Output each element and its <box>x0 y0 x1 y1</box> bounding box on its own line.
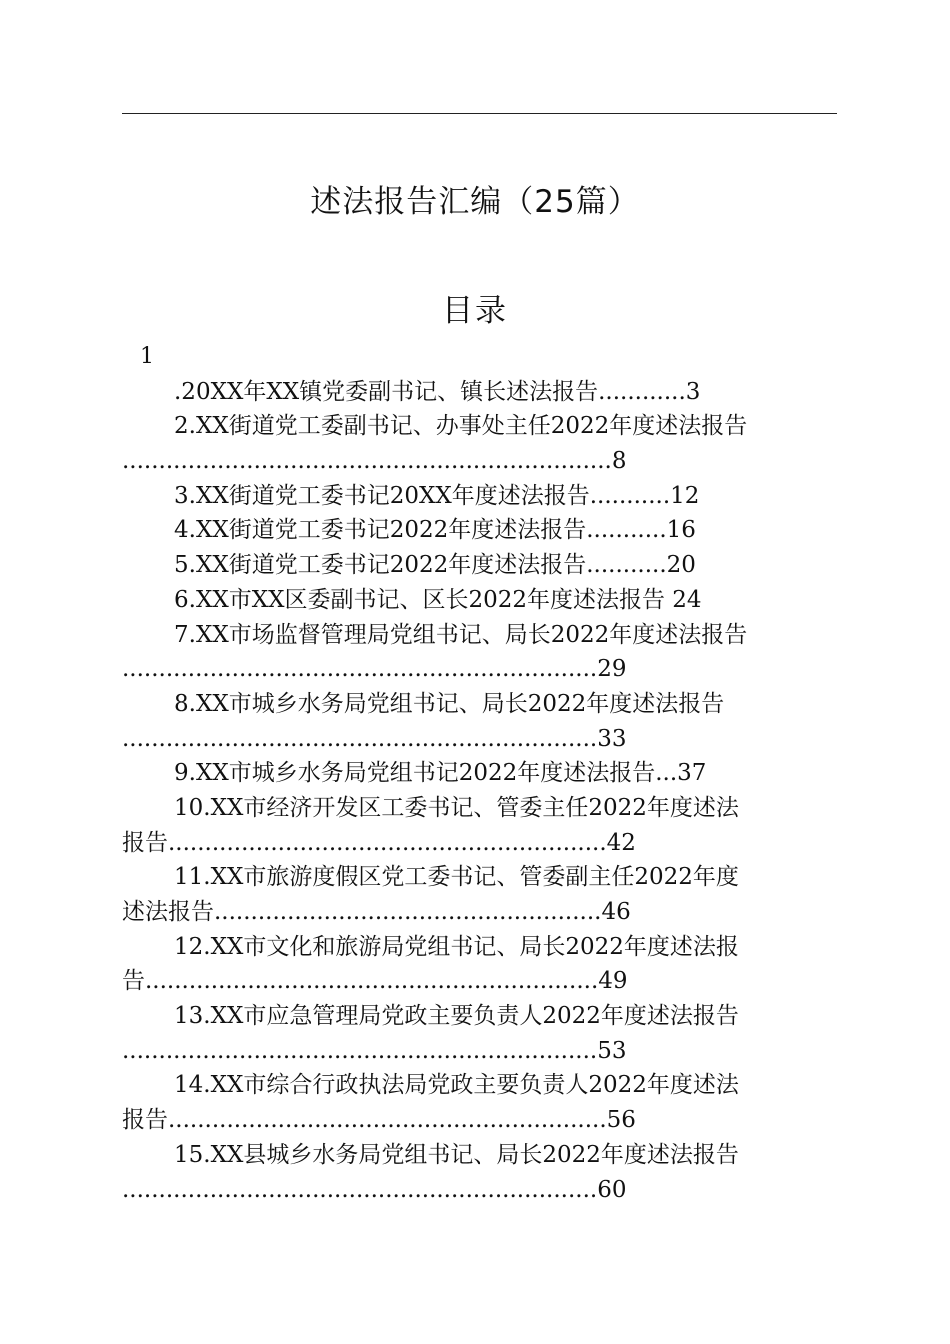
toc-line[interactable]: 4.XX街道党工委书记2022年度述法报告...........16 <box>174 517 696 544</box>
toc-line[interactable]: 10.XX市经济开发区工委书记、管委主任2022年度述法 <box>174 794 739 821</box>
toc-line[interactable]: 告..............................................................49 <box>122 968 628 995</box>
toc-line[interactable]: .20XX年XX镇党委副书记、镇长述法报告............3 <box>174 378 701 405</box>
toc-line[interactable]: ...................................................................8 <box>122 448 627 475</box>
header-rule <box>122 113 837 114</box>
toc-line[interactable]: 报告............................................................56 <box>122 1107 636 1134</box>
toc-line[interactable]: .................................................................33 <box>122 725 627 752</box>
toc-line[interactable]: .................................................................29 <box>122 656 627 683</box>
toc-line[interactable]: 14.XX市综合行政执法局党政主要负责人2022年度述法 <box>174 1072 739 1099</box>
document-title: 述法报告汇编（25篇） <box>310 184 640 220</box>
toc-line[interactable]: 3.XX街道党工委书记20XX年度述法报告...........12 <box>174 482 700 509</box>
toc-line[interactable]: 9.XX市城乡水务局党组书记2022年度述法报告...37 <box>174 760 707 787</box>
toc-line[interactable]: 6.XX市XX区委副书记、区长2022年度述法报告 24 <box>174 586 702 613</box>
table-of-contents <box>122 340 837 1207</box>
toc-line[interactable]: 13.XX市应急管理局党政主要负责人2022年度述法报告 <box>174 1003 739 1030</box>
toc-line[interactable]: 5.XX街道党工委书记2022年度述法报告...........20 <box>174 552 696 579</box>
toc-line[interactable]: 15.XX县城乡水务局党组书记、局长2022年度述法报告 <box>174 1141 739 1168</box>
toc-line[interactable]: 报告............................................................42 <box>122 829 636 856</box>
toc-line[interactable]: 7.XX市场监督管理局党组书记、局长2022年度述法报告 <box>174 621 748 648</box>
toc-line[interactable]: 1 <box>140 344 154 369</box>
toc-line[interactable]: 2.XX街道党工委副书记、办事处主任2022年度述法报告 <box>174 413 748 440</box>
toc-line[interactable]: 12.XX市文化和旅游局党组书记、局长2022年度述法报 <box>174 933 739 960</box>
toc-line[interactable]: 述法报告.....................................................46 <box>122 899 631 925</box>
toc-line[interactable]: .................................................................53 <box>122 1037 627 1064</box>
toc-line[interactable]: 11.XX市旅游度假区党工委书记、管委副主任2022年度 <box>174 864 739 891</box>
toc-heading: 目录 <box>442 293 508 329</box>
toc-line[interactable]: 8.XX市城乡水务局党组书记、局长2022年度述法报告 <box>174 690 725 717</box>
toc-line[interactable]: .................................................................60 <box>122 1176 627 1203</box>
